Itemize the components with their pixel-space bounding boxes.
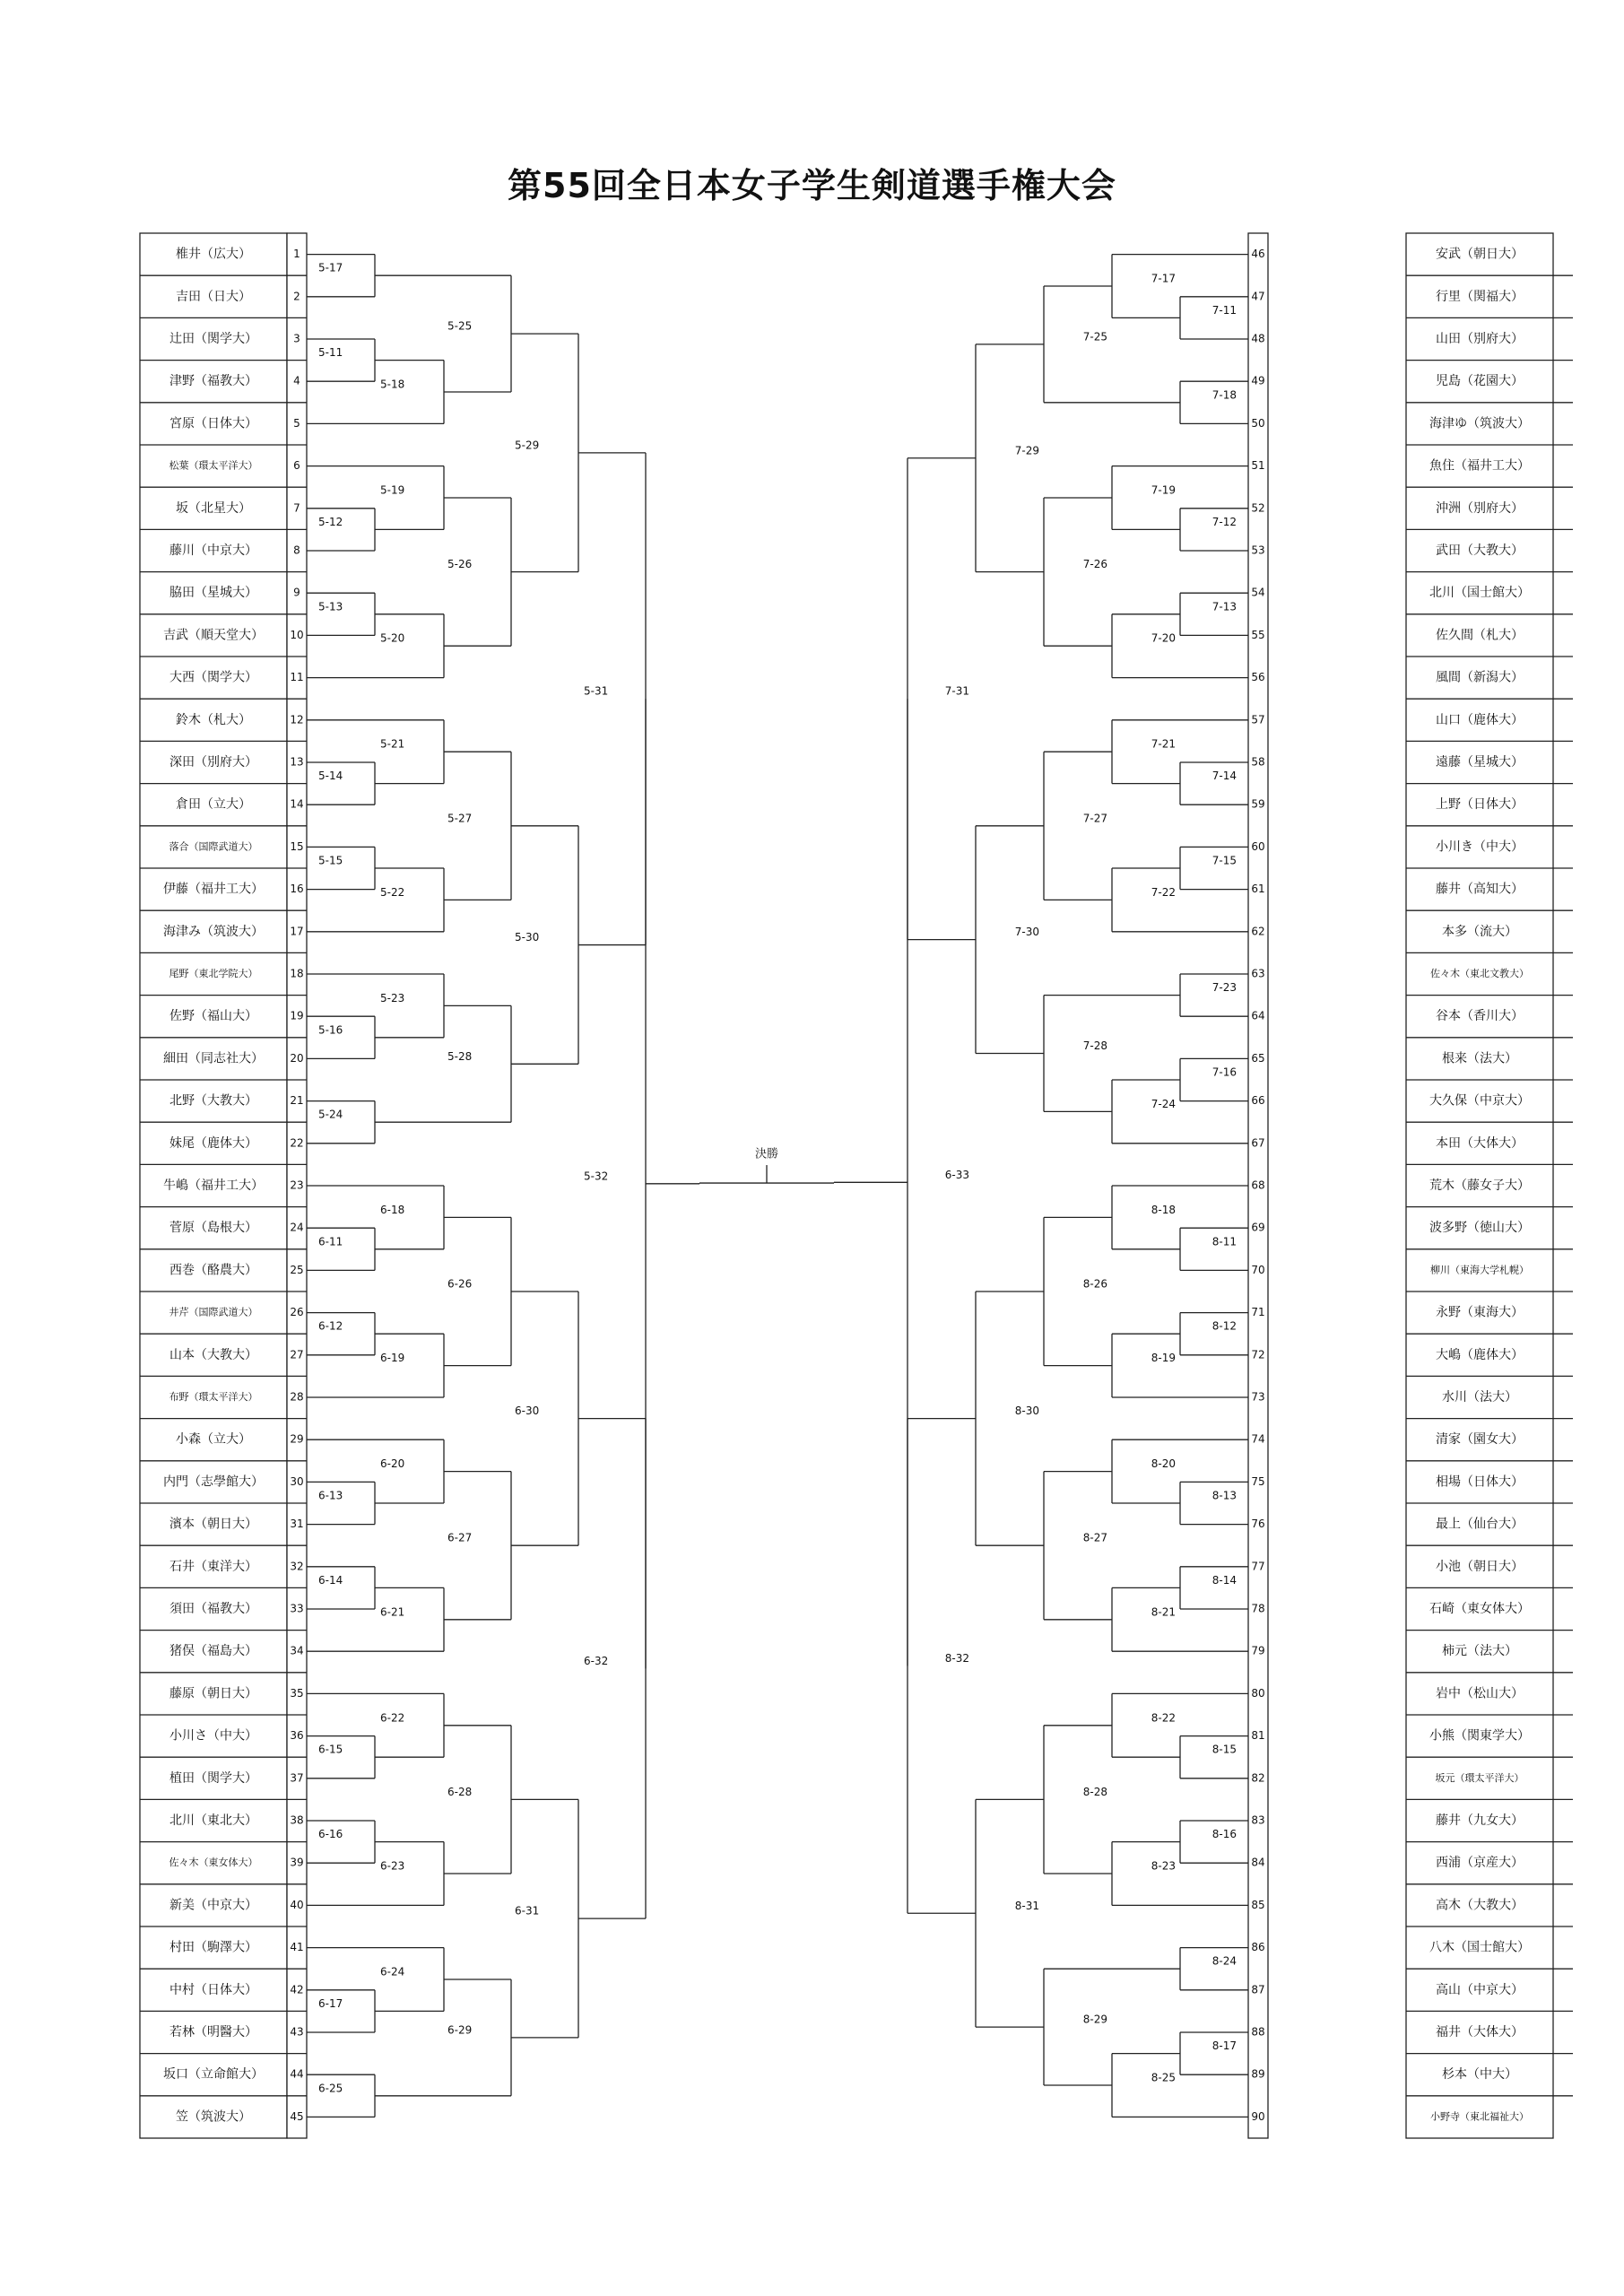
match-label: 7-15	[1211, 854, 1237, 867]
match-label: 7-24	[1151, 1097, 1176, 1110]
seed-number: 53	[1251, 544, 1265, 557]
player-name: 柿元（法大）	[1442, 1644, 1517, 1659]
seed-number: 14	[290, 797, 304, 811]
player-name: 北川（国士館大）	[1429, 586, 1530, 601]
player-name: 妹尾（鹿体大）	[169, 1135, 257, 1151]
match-label: 7-17	[1151, 272, 1176, 285]
match-label: 6-31	[515, 1904, 540, 1918]
seed-number: 68	[1251, 1178, 1265, 1192]
match-label: 7-20	[1151, 631, 1176, 645]
seed-number: 62	[1251, 925, 1265, 938]
seed-number: 24	[290, 1221, 304, 1234]
seed-number: 3	[293, 332, 300, 345]
match-label: 6-11	[318, 1235, 343, 1248]
player-name: 脇田（星城大）	[169, 586, 257, 601]
seed-number: 50	[1251, 416, 1265, 430]
match-label: 8-18	[1151, 1203, 1176, 1216]
seed-number: 71	[1251, 1306, 1265, 1319]
match-label: 6-13	[318, 1489, 343, 1502]
player-name: 本田（大体大）	[1436, 1135, 1524, 1151]
seed-number: 12	[290, 713, 304, 726]
seed-number: 9	[293, 586, 300, 599]
player-name: 小森（立大）	[176, 1432, 251, 1448]
seed-number: 77	[1251, 1560, 1265, 1573]
player-name: 魚住（福井工大）	[1429, 458, 1530, 474]
match-label: 8-21	[1151, 1605, 1176, 1619]
match-label: 5-20	[380, 631, 405, 645]
match-label: 5-24	[318, 1108, 343, 1121]
player-name: 高山（中京大）	[1436, 1982, 1524, 1997]
match-label: 5-12	[318, 515, 343, 528]
player-name: 海津ゆ（筑波大）	[1429, 416, 1530, 431]
player-name: 西浦（京産大）	[1436, 1856, 1524, 1871]
player-name: 石崎（東女体大）	[1429, 1602, 1530, 1616]
match-label: 8-12	[1211, 1319, 1237, 1333]
player-name: 山田（別府大）	[1436, 332, 1524, 346]
player-name: 波多野（徳山大）	[1429, 1221, 1530, 1236]
match-label: 8-20	[1151, 1457, 1176, 1471]
player-name: 深田（別府大）	[169, 755, 257, 770]
player-name: 植田（関学大）	[169, 1770, 257, 1786]
player-name: 遠藤（星城大）	[1436, 755, 1524, 770]
seed-number: 48	[1251, 332, 1265, 345]
player-name: 清家（園女大）	[1436, 1432, 1524, 1448]
match-label: 5-15	[318, 854, 343, 867]
player-name: 児島（花園大）	[1436, 374, 1524, 389]
match-label: 7-11	[1211, 303, 1237, 317]
seed-number: 7	[293, 501, 300, 515]
match-label: 5-30	[515, 931, 540, 944]
player-name: 吉武（順天堂大）	[163, 628, 264, 643]
seed-number: 81	[1251, 1729, 1265, 1743]
match-label: 7-31	[944, 684, 969, 698]
match-label: 5-19	[380, 483, 405, 497]
player-name: 福井（大体大）	[1436, 2025, 1524, 2039]
seed-number: 33	[290, 1602, 304, 1615]
match-label: 6-28	[447, 1785, 473, 1798]
player-name: 北野（大教大）	[169, 1093, 257, 1109]
match-label: 8-16	[1211, 1828, 1237, 1841]
player-name: 武田（大教大）	[1436, 544, 1524, 558]
match-label: 7-21	[1151, 737, 1176, 751]
seed-number: 39	[290, 1856, 304, 1869]
match-label: 8-19	[1151, 1352, 1176, 1365]
player-name: 新美（中京大）	[169, 1898, 257, 1913]
seed-number: 60	[1251, 839, 1265, 853]
seed-number: 13	[290, 755, 304, 769]
player-name: 坂（北星大）	[176, 500, 251, 516]
player-name: 若林（明醫大）	[169, 2025, 257, 2039]
seed-number: 26	[290, 1306, 304, 1319]
seed-number: 75	[1251, 1474, 1265, 1488]
match-label: 8-25	[1151, 2071, 1176, 2084]
seed-number: 82	[1251, 1771, 1265, 1785]
match-label: 6-16	[318, 1828, 343, 1841]
match-label: 5-14	[318, 770, 343, 783]
seed-number: 56	[1251, 671, 1265, 684]
seed-number: 74	[1251, 1432, 1265, 1446]
seed-number: 67	[1251, 1136, 1265, 1150]
match-label: 6-14	[318, 1573, 343, 1587]
seed-number: 80	[1251, 1686, 1265, 1700]
seed-number: 65	[1251, 1051, 1265, 1065]
seed-number: 6	[293, 459, 300, 473]
match-label: 5-18	[380, 378, 405, 391]
player-name: 本多（流大）	[1442, 924, 1517, 939]
player-name: 椎井（広大）	[176, 247, 251, 262]
match-label: 7-30	[1014, 926, 1039, 939]
player-name: 大西（関学大）	[169, 670, 257, 685]
seed-number: 20	[290, 1051, 304, 1065]
match-label: 5-29	[515, 439, 540, 452]
seed-number: 52	[1251, 501, 1265, 515]
seed-number: 16	[290, 883, 304, 896]
match-label: 5-32	[584, 1170, 609, 1183]
seed-number: 30	[290, 1474, 304, 1488]
seed-number: 66	[1251, 1094, 1265, 1108]
player-name: 倉田（立大）	[176, 797, 251, 813]
seed-number: 57	[1251, 713, 1265, 726]
seed-number: 42	[290, 1983, 304, 1996]
player-name: 荒木（藤女子大）	[1429, 1178, 1530, 1193]
seed-number: 25	[290, 1263, 304, 1276]
seed-number: 55	[1251, 628, 1265, 641]
match-label: 7-18	[1211, 388, 1237, 402]
seed-number: 40	[290, 1898, 304, 1911]
seed-number: 54	[1251, 586, 1265, 599]
player-name: 水川（法大）	[1442, 1390, 1517, 1405]
player-name: 坂口（立命館大）	[163, 2067, 264, 2083]
player-name: 細田（同志社大）	[163, 1051, 264, 1066]
seed-number: 73	[1251, 1390, 1265, 1404]
match-label: 5-13	[318, 600, 343, 613]
match-label: 5-16	[318, 1023, 343, 1037]
player-name: 谷本（香川大）	[1436, 1009, 1524, 1024]
seed-number: 76	[1251, 1518, 1265, 1531]
player-name: 山口（鹿体大）	[1436, 712, 1524, 727]
player-name: 吉田（日大）	[176, 289, 251, 304]
player-name: 布野（環太平洋大）	[169, 1391, 258, 1403]
player-name: 柳川（東海大学札幌）	[1430, 1264, 1529, 1276]
seed-number: 15	[290, 839, 304, 853]
seed-number: 18	[290, 967, 304, 980]
match-label: 8-15	[1211, 1743, 1237, 1756]
player-name: 相場（日体大）	[1436, 1474, 1524, 1490]
player-name: 尾野（東北学院大）	[169, 968, 258, 979]
player-name: 須田（福教大）	[169, 1602, 257, 1616]
seed-number: 36	[290, 1729, 304, 1743]
seed-number: 23	[290, 1178, 304, 1192]
match-label: 5-31	[584, 684, 609, 698]
player-name: 落合（国際武道大）	[169, 840, 258, 853]
seed-number: 19	[290, 1009, 304, 1022]
player-name: 佐野（福山大）	[169, 1009, 257, 1024]
seed-number: 21	[290, 1094, 304, 1108]
player-name: 最上（仙台大）	[1436, 1517, 1524, 1532]
final-label: 決勝	[754, 1147, 779, 1161]
seed-number: 85	[1251, 1898, 1265, 1911]
seed-number: 44	[290, 2067, 304, 2081]
match-label: 6-19	[380, 1352, 405, 1365]
player-name: 内門（志學館大）	[163, 1474, 264, 1490]
player-name: 牛嶋（福井工大）	[163, 1178, 264, 1193]
match-label: 8-26	[1082, 1277, 1107, 1291]
player-name: 鈴木（札大）	[176, 712, 251, 727]
player-name: 西巻（酪農大）	[169, 1263, 257, 1278]
match-label: 8-11	[1211, 1235, 1237, 1248]
seed-number: 32	[290, 1560, 304, 1573]
player-name: 行里（関福大）	[1436, 289, 1524, 304]
player-name: 小池（朝日大）	[1436, 1559, 1524, 1574]
match-label: 7-16	[1211, 1065, 1237, 1079]
match-label: 6-15	[318, 1743, 343, 1756]
match-label: 6-26	[447, 1277, 473, 1291]
seed-number: 79	[1251, 1644, 1265, 1657]
match-label: 5-26	[447, 558, 473, 571]
match-label: 6-30	[515, 1405, 540, 1418]
seed-number: 46	[1251, 248, 1265, 261]
seed-number: 59	[1251, 797, 1265, 811]
player-name: 永野（東海大）	[1436, 1305, 1524, 1320]
seed-number: 1	[293, 248, 300, 261]
match-label: 6-12	[318, 1319, 343, 1333]
match-label: 7-26	[1082, 558, 1107, 571]
player-name: 佐々木（東北文教大）	[1430, 968, 1529, 979]
match-label: 5-22	[380, 885, 405, 899]
player-name: 高木（大教大）	[1436, 1898, 1524, 1913]
match-label: 8-17	[1211, 2039, 1237, 2053]
player-name: 上野（日体大）	[1436, 797, 1524, 813]
match-label: 8-13	[1211, 1489, 1237, 1502]
seed-number: 69	[1251, 1221, 1265, 1234]
match-label: 6-25	[318, 2082, 343, 2095]
player-name: 濱本（朝日大）	[169, 1517, 257, 1532]
match-label: 5-27	[447, 812, 473, 825]
match-label: 7-25	[1082, 330, 1107, 344]
player-name: 藤原（朝日大）	[169, 1686, 257, 1701]
seed-number: 10	[290, 628, 304, 641]
seed-number: 61	[1251, 883, 1265, 896]
player-name: 小熊（関東学大）	[1429, 1728, 1530, 1744]
match-label: 6-22	[380, 1711, 405, 1725]
seed-number: 51	[1251, 459, 1265, 473]
match-label: 8-28	[1082, 1785, 1107, 1798]
match-label: 6-24	[380, 1965, 405, 1979]
player-name: 坂元（環太平洋大）	[1435, 1771, 1524, 1784]
player-name: 猪俣（福島大）	[169, 1644, 257, 1659]
player-name: 小野寺（東北福祉大）	[1430, 2110, 1529, 2123]
player-name: 大久保（中京大）	[1429, 1093, 1530, 1109]
match-label: 8-14	[1211, 1573, 1237, 1587]
match-label: 8-32	[944, 1651, 969, 1665]
player-name: 笠（筑波大）	[176, 2109, 251, 2125]
player-name: 風間（新潟大）	[1436, 670, 1524, 685]
player-name: 大嶋（鹿体大）	[1436, 1347, 1524, 1362]
match-label: 7-12	[1211, 515, 1237, 528]
match-label: 7-22	[1151, 885, 1176, 899]
match-label: 6-17	[318, 1996, 343, 2010]
seed-number: 84	[1251, 1856, 1265, 1869]
match-label: 8-22	[1151, 1711, 1176, 1725]
match-label: 8-31	[1014, 1899, 1039, 1912]
player-name: 中村（日体大）	[169, 1982, 257, 1997]
match-label: 6-20	[380, 1457, 405, 1471]
seed-number: 83	[1251, 1813, 1265, 1827]
player-name: 藤川（中京大）	[169, 544, 257, 558]
match-label: 7-23	[1211, 981, 1237, 995]
player-name: 佐久間（札大）	[1436, 628, 1524, 643]
seed-number: 8	[293, 544, 300, 557]
match-label: 5-17	[318, 261, 343, 274]
seed-number: 47	[1251, 290, 1265, 303]
match-label: 5-11	[318, 346, 343, 360]
player-name: 村田（駒澤大）	[169, 1940, 257, 1955]
seed-number: 90	[1251, 2109, 1265, 2123]
player-name: 小川さ（中大）	[169, 1728, 257, 1744]
player-name: 安武（朝日大）	[1436, 247, 1524, 262]
match-label: 5-23	[380, 991, 405, 1004]
seed-number: 34	[290, 1644, 304, 1657]
match-label: 7-13	[1211, 600, 1237, 613]
seed-number: 35	[290, 1686, 304, 1700]
player-name: 根来（法大）	[1442, 1051, 1517, 1066]
seed-number: 5	[293, 416, 300, 430]
seed-number: 37	[290, 1771, 304, 1785]
seed-number: 45	[290, 2109, 304, 2123]
player-name: 八木（国士館大）	[1429, 1940, 1530, 1955]
match-label: 8-23	[1151, 1859, 1176, 1873]
player-name: 沖洲（別府大）	[1436, 500, 1524, 516]
player-name: 杉本（中大）	[1442, 2067, 1517, 2083]
seed-number: 58	[1251, 755, 1265, 769]
match-label: 5-28	[447, 1049, 473, 1063]
match-label: 8-30	[1014, 1405, 1039, 1418]
player-name: 山本（大教大）	[169, 1347, 257, 1362]
seed-number: 72	[1251, 1348, 1265, 1361]
player-name: 藤井（高知大）	[1436, 882, 1524, 897]
player-name: 辻田（関学大）	[169, 332, 257, 346]
player-name: 岩中（松山大）	[1436, 1686, 1524, 1701]
player-name: 北川（東北大）	[169, 1813, 257, 1828]
seed-number: 29	[290, 1432, 304, 1446]
seed-number: 78	[1251, 1602, 1265, 1615]
player-name: 津野（福教大）	[169, 374, 257, 389]
match-label: 6-21	[380, 1605, 405, 1619]
seed-number: 22	[290, 1136, 304, 1150]
player-name: 海津み（筑波大）	[163, 924, 264, 939]
match-label: 6-27	[447, 1531, 473, 1544]
seed-number: 17	[290, 925, 304, 938]
seed-number: 70	[1251, 1263, 1265, 1276]
page-title: 第55回全日本女子学生剣道選手権大会	[508, 166, 1116, 205]
seed-number: 89	[1251, 2067, 1265, 2081]
match-label: 8-24	[1211, 1954, 1237, 1968]
match-label: 7-14	[1211, 770, 1237, 783]
player-name: 小川き（中大）	[1436, 839, 1524, 855]
seed-number: 11	[290, 671, 304, 684]
match-label: 7-19	[1151, 483, 1176, 497]
seed-number: 4	[293, 374, 300, 387]
match-label: 8-29	[1082, 2013, 1107, 2026]
match-label: 6-32	[584, 1654, 609, 1667]
seed-number: 49	[1251, 374, 1265, 387]
seed-number: 2	[293, 290, 300, 303]
seed-number: 28	[290, 1390, 304, 1404]
player-name: 伊藤（福井工大）	[163, 882, 264, 897]
match-label: 7-27	[1082, 812, 1107, 825]
match-label: 6-18	[380, 1203, 405, 1216]
match-label: 7-28	[1082, 1039, 1107, 1052]
player-name: 菅原（島根大）	[169, 1221, 257, 1236]
match-label: 7-29	[1014, 444, 1039, 457]
seed-number: 87	[1251, 1983, 1265, 1996]
player-name: 藤井（九女大）	[1436, 1813, 1524, 1828]
seed-number: 43	[290, 2025, 304, 2039]
seed-number: 88	[1251, 2025, 1265, 2039]
seed-number: 86	[1251, 1941, 1265, 1954]
player-name: 井芹（国際武道大）	[169, 1306, 258, 1318]
seed-number: 63	[1251, 967, 1265, 980]
match-label: 5-21	[380, 737, 405, 751]
match-label: 8-27	[1082, 1531, 1107, 1544]
seed-number: 38	[290, 1813, 304, 1827]
match-label: 6-29	[447, 2023, 473, 2037]
player-name: 佐々木（東女体大）	[169, 1857, 258, 1869]
seed-number: 27	[290, 1348, 304, 1361]
player-name: 松葉（環太平洋大）	[169, 459, 258, 472]
match-label: 6-33	[944, 1168, 969, 1181]
seed-number: 41	[290, 1941, 304, 1954]
seed-number: 31	[290, 1518, 304, 1531]
match-label: 5-25	[447, 319, 473, 333]
player-name: 宮原（日体大）	[169, 416, 257, 431]
match-label: 6-23	[380, 1859, 405, 1873]
player-name: 石井（東洋大）	[169, 1559, 257, 1574]
seed-number: 64	[1251, 1009, 1265, 1022]
